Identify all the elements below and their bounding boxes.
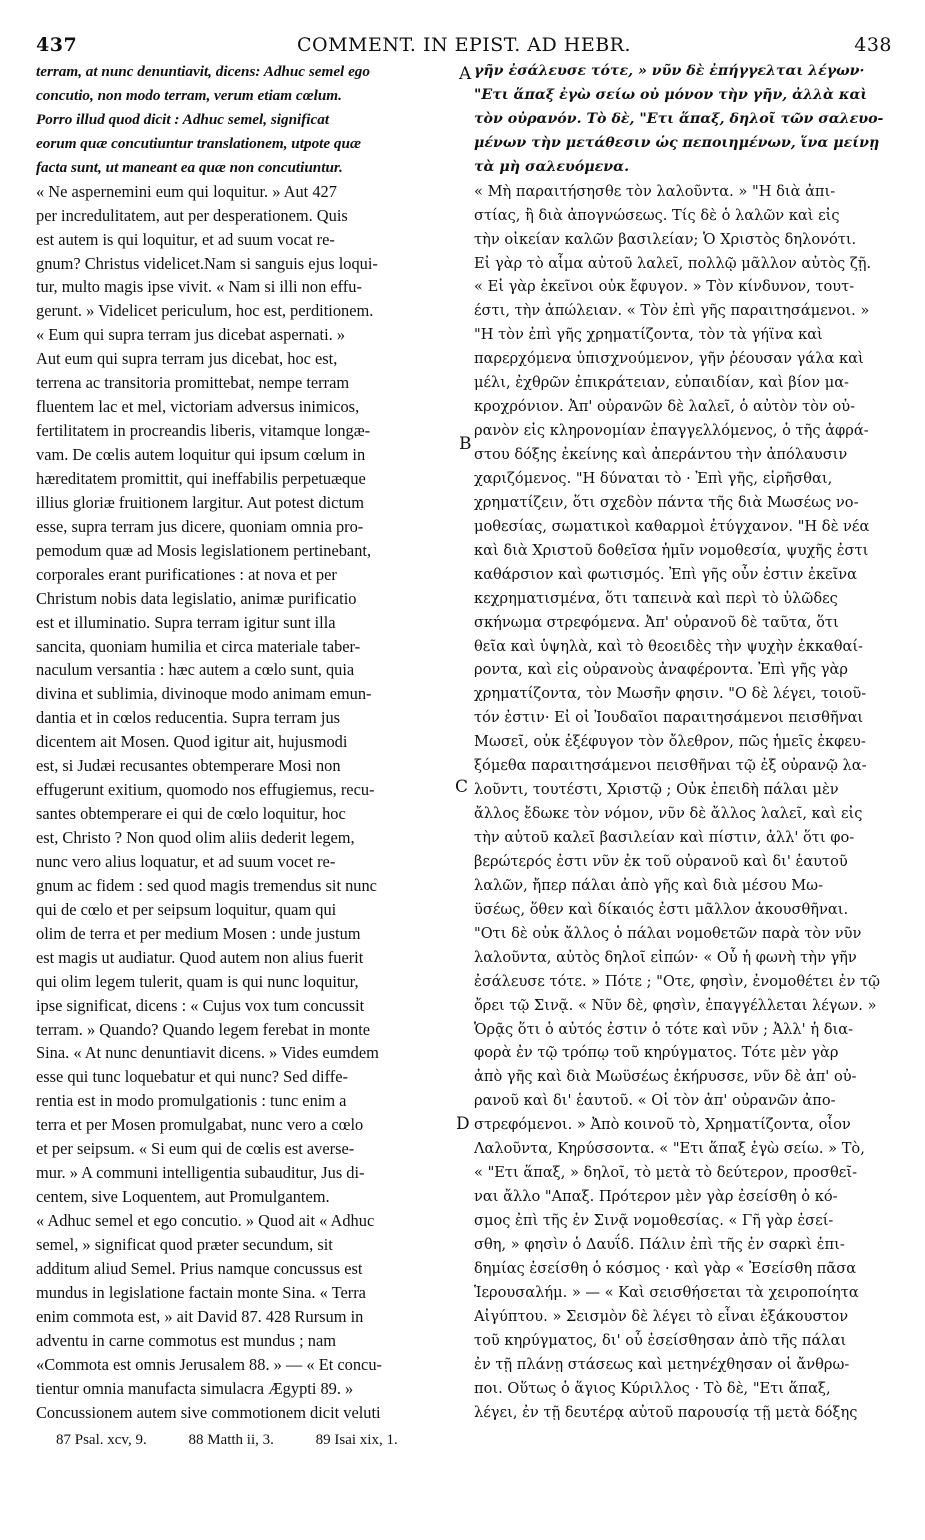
text-line: τόν ἐστιν· Εἰ οἱ Ἰουδαῖοι παραιτησάμενοι πεισθῆναι — [474, 709, 864, 727]
text-line: hæreditatem promittit, qui ineffabilis perpetuæque — [36, 468, 366, 488]
text-line: effugerunt exitium, quomodo nos effugiemus, recu- — [36, 780, 375, 800]
text-line: est et illuminatio. Supra terram igitur sunt illa — [36, 612, 336, 632]
text-line: terrena ac transitoria promittebat, nempe terram — [36, 373, 350, 393]
text-line: naculum versantia : hæc autem a cœlo sunt, quia — [36, 660, 355, 680]
text-line: λοῦντι, τουτέστι, Χριστῷ ; Οὐκ ἐπειδὴ πάλαι μὲν — [474, 781, 839, 799]
text-line: Μωσεῖ, οὐκ ἐξέφυγον τὸν ὄλεθρον, πῶς ἡμεῖς ἐκφευ- — [474, 733, 866, 751]
text-line: δημίας ἐσείσθη ὁ κόσμος · καὶ γὰρ « Ἐσείσθη πᾶσα — [474, 1259, 857, 1277]
text-line: « "Ετι ἅπαξ, » δηλοῖ, τὸ μετὰ τὸ δεύτερον, προσθεῖ- — [474, 1164, 858, 1182]
text-line: ναι ἄλλο "Απαξ. Πρότερον μὲν γὰρ ἐσείσθη ὁ κό- — [474, 1188, 838, 1206]
text-line: divina et sublimia, divinoque modo animam emun- — [36, 684, 372, 704]
text-line: illius gloriæ fruitionem largitur. Aut potest dictum — [36, 492, 364, 512]
text-line: semel, » significat quod præter secundum, sit — [36, 1234, 333, 1254]
text-line: "Οτι δὲ οὐκ ἄλλος ὁ πάλαι νομοθετῶν παρὰ τὸν νῦν — [474, 924, 862, 942]
text-line: terram, at nunc denuntiavit, dicens: Adhuc semel ego — [36, 63, 370, 80]
margin-letter-d: D — [456, 1114, 470, 1134]
margin-letter-b: B — [459, 434, 472, 454]
text-line: olim de terra et per medium Mosen : unde justum — [36, 923, 361, 943]
text-line: τοῦ κηρύγματος, δι' οὗ ἐσείσθησαν ἀπὸ τῆς πάλαι — [474, 1331, 847, 1349]
text-line: esse qui tunc loquebatur et qui nunc? Sed diffe- — [36, 1067, 348, 1087]
text-line: χαριζόμενος. "Η δύναται τὸ · Ἐπὶ γῆς, εἰρῆσθαι, — [474, 469, 833, 487]
text-line: στου δόξης ἐκείνης καὶ ἀπεράντου τὴν ἀπόλαυσιν — [474, 446, 848, 463]
text-line: Christum nobis data legislatio, animæ purificatio — [36, 588, 357, 608]
text-line: ροντα, καὶ εἰς οὐρανοὺς ἀναφέροντα. Ἐπὶ γῆς γὰρ — [474, 661, 848, 679]
text-line: « Μὴ παραιτήσησθε τὸν λαλοῦντα. » "Η διὰ ἀπι- — [474, 182, 836, 200]
text-line: santes obtemperare ei qui de cœlo loquitur, hoc — [36, 804, 346, 824]
text-line: Sina. « At nunc denuntiavit dicens. » Vides eumdem — [36, 1043, 379, 1063]
footnote: 87 Psal. xcv, 9. — [56, 1432, 147, 1448]
text-line: sancita, quoniam humilia et circa materiale taber- — [36, 636, 361, 656]
text-line: ἐν τῇ πλάνῃ στάσεως καὶ μετηνέχθησαν οἱ ἄνθρω- — [474, 1355, 850, 1373]
text-line: λαλοῦντα, αὐτὸς δηλοῖ εἰπών· « Οὗ ἡ φωνὴ τὴν γῆν — [474, 948, 857, 966]
text-line: ipse significat, dicens : « Cujus vox tum concussit — [36, 995, 365, 1015]
text-line: est autem is qui loquitur, et ad suum vocat re- — [36, 229, 335, 249]
running-header — [36, 34, 892, 60]
text-line: vam. De cœlis autem loquitur qui ipsum cœlum in — [36, 445, 366, 464]
page-number-left: 437 — [36, 34, 78, 56]
text-line: est, si Judæi recusantes obtemperare Mosi non — [36, 756, 341, 776]
page-number-right: 438 — [854, 34, 892, 56]
text-line: στίας, ἢ διὰ ἀπογνώσεως. Τίς δὲ ὁ λαλῶν καὶ εἰς — [474, 206, 840, 224]
text-line: Aut eum qui supra terram jus dicebat, hoc est, — [36, 349, 338, 369]
text-line: qui olim legem tulerit, quam is qui nunc loquitur, — [36, 971, 359, 991]
text-line: καθάρσιον καὶ φωτισμός. Ἐπὶ γῆς οὖν ἐστιν ἐκεῖνα — [474, 565, 858, 583]
footnotes — [56, 1432, 656, 1449]
text-line: ϋσέως, ὅθεν καὶ δίκαιός ἐστι μᾶλλον ἀκουσθῆναι. — [474, 900, 849, 918]
text-line: et per seipsum. « Si eum qui de cœlis est averse- — [36, 1139, 355, 1159]
text-line: « Adhuc semel et ego concutio. » Quod ait « Adhuc — [36, 1211, 375, 1230]
text-line: "Ετι ἅπαξ ἐγὼ σείω οὐ μόνον τὴν γῆν, ἀλλὰ καὶ — [474, 86, 868, 103]
text-line: mur. » A communi intelligentia subauditur, Jus di- — [36, 1163, 365, 1183]
text-line: χρηματίζειν, ὅτι σχεδὸν πάντα τῆς διὰ Μωσέως νο- — [474, 493, 859, 511]
text-line: additum aliud Semel. Prius namque concussus est — [36, 1258, 363, 1278]
text-line: Ἱερουσαλήμ. » — « Καὶ σεισθήσεται τὰ χειροποίητα — [474, 1283, 859, 1301]
text-line: μοθεσίας, σωματικοὶ καθαρμοὶ ἐτύγχανον. "Η δὲ νέα — [474, 517, 870, 535]
text-line: Εἰ γὰρ τὸ αἷμα αὐτοῦ λαλεῖ, πολλῷ μᾶλλον αὐτὸς ζῇ. — [474, 254, 872, 272]
text-line: καὶ διὰ Χριστοῦ δοθεῖσα ἡμῖν νομοθεσία, ψυχῆς ἐστι — [474, 541, 869, 559]
text-line: centem, sive Loquentem, aut Promulgantem. — [36, 1187, 330, 1207]
text-line: ρανοῦ καὶ δι' ἑαυτοῦ. « Οἱ τὸν ἀπ' οὐρανῶν ἀπο- — [474, 1092, 836, 1110]
text-line: qui de cœlo et per seipsum loquitur, quam qui — [36, 899, 337, 919]
text-line: gnum ac fidem : sed quod magis tremendus sit nunc — [36, 875, 377, 895]
text-line: ξόμεθα παραιτησάμενοι πεισθῆναι τῷ ἐξ οὐρανῷ λα- — [474, 757, 867, 775]
text-line: eorum quæ concutiuntur translationem, utpote quæ — [36, 134, 361, 152]
text-line: τὴν αὐτοῦ καλεῖ βασιλείαν καὶ πίστιν, ἀλλ' ὅτι φο- — [474, 829, 855, 846]
text-line: « Ne aspernemini eum qui loquitur. » Aut 427 — [36, 181, 337, 201]
text-line: σμος ἐπὶ τῆς ἐν Σινᾷ νομοθεσίας. « Γῆ γὰρ ἐσεί- — [474, 1212, 834, 1229]
text-line: est magis ut audiatur. Quod autem non alius fuerit — [36, 947, 364, 967]
text-line: έστι, τὴν ἀπώλειαν. « Τὸν ἐπὶ γῆς παραιτησάμενοι. » — [474, 302, 870, 320]
text-line: σθη, » φησὶν ὁ Δαυΐδ. Πάλιν ἐπὶ τῆς ἐν σαρκὶ ἐπι- — [474, 1235, 845, 1253]
text-line: tientur omnia manufacta simulacra Ægypti 89. » — [36, 1378, 354, 1398]
text-line: λαλῶν, ἤπερ πάλαι ἀπὸ γῆς καὶ διὰ μέσου Μω- — [474, 876, 823, 894]
text-line: pemodum quæ ad Mosis legislationem pertinebant, — [36, 540, 372, 560]
text-line: est, Christo ? Non quod olim aliis dederit legem, — [36, 828, 355, 847]
text-line: facta sunt, ut maneant ea quæ non concutiuntur. — [36, 158, 343, 176]
text-line: « Eum qui supra terram jus dicebat aspernati. » — [36, 325, 346, 345]
text-line: βερώτερός ἐστι νῦν ἐκ τοῦ οὐρανοῦ καὶ δι' ἑαυτοῦ — [474, 852, 848, 870]
text-line: corporales erant purificationes : at nova et per — [36, 564, 337, 584]
text-line: enim commota est, » ait David 87. 428 Rursum in — [36, 1306, 364, 1326]
footnote: 88 Matth ii, 3. — [188, 1432, 274, 1448]
text-line: Αἰγύπτου. » Σεισμὸν δὲ λέγει τὸ εἶναι ἐξάκουστον — [474, 1307, 849, 1325]
text-line: concutio, non modo terram, verum etiam cœlum. — [36, 86, 342, 104]
text-line: χρηματίζοντα, τὸν Μωσῆν φησιν. "Ο δὲ λέγει, τοιοῦ- — [474, 685, 867, 703]
text-line: ἄλλος ἔδωκε τὸν νόμον, νῦν δὲ ἄλλος λαλεῖ, καὶ εἰς — [474, 805, 863, 823]
text-line: dantia et in cœlos reducentia. Supra terram jus — [36, 708, 341, 728]
text-line: σκήνωμα στρεφόμενα. Ἀπ' οὐρανοῦ δὲ ταῦτα, ὅτι — [474, 613, 839, 631]
text-line: ἀπὸ γῆς καὶ διὰ Μωϋσέως ἐκήρυσσε, νῦν δὲ ἀπ' οὐ- — [474, 1068, 857, 1086]
text-line: λέγει, ἐν τῇ δευτέρᾳ αὐτοῦ παρουσίᾳ τῇ μετὰ δόξης — [474, 1403, 858, 1421]
greek-column — [474, 60, 892, 1424]
margin-letter-c: C — [455, 777, 469, 797]
text-line: τὸν οὐρανόν. Τὸ δὲ, "Ετι ἅπαξ, δηλοῖ τῶν σαλευο- — [474, 110, 884, 127]
text-line: nunc vero alius loquatur, et ad suum vocet re- — [36, 851, 336, 871]
text-line: ρανὸν εἰς κληρονομίαν ἐπαγγελλόμενος, ὁ τῆς ἀφρά- — [474, 422, 869, 440]
running-title: COMMENT. IN EPIST. AD HEBR. — [296, 34, 632, 56]
text-line: esse, supra terram jus dicere, quoniam omnia pro- — [36, 516, 364, 536]
text-line: «Commota est omnis Jerusalem 88. » — « Et concu- — [36, 1354, 382, 1374]
text-line: τὴν οἰκείαν καλῶν βασιλείαν; Ὁ Χριστὸς δηλονότι. — [474, 230, 857, 248]
text-line: παρερχόμενα ὑπισχνούμενον, γῆν ῥέουσαν γάλα καὶ — [474, 350, 864, 368]
text-line: mundus in legislatione factain monte Sina. « Terra — [36, 1282, 366, 1302]
text-line: κεχρηματισμένα, ὅτι ταπεινὰ καὶ περὶ τὸ ὑλῶδες — [474, 589, 838, 607]
text-line: στρεφόμενοι. » Ἀπὸ κοινοῦ τὸ, Χρηματίζοντα, οἷον — [474, 1116, 851, 1134]
text-line: Ὁρᾷς ὅτι ὁ αὐτός ἐστιν ὁ τότε καὶ νῦν ; Ἀλλ' ἡ δια- — [474, 1020, 854, 1038]
text-line: per incredulitatem, aut per desperationem. Quis — [36, 205, 348, 225]
text-line: fertilitatem in procreandis liberis, vitamque longæ- — [36, 421, 371, 441]
latin-column — [36, 60, 456, 1424]
text-line: τὰ μὴ σαλευόμενα. — [474, 158, 630, 175]
text-line: ἐσάλευσε τότε. » Πότε ; "Οτε, φησὶν, ἐνομοθέτει ἐν τῷ — [474, 972, 880, 990]
text-line: ὄρει τῷ Σινᾷ. « Νῦν δὲ, φησὶν, ἐπαγγέλλεται λέγων. » — [474, 996, 877, 1014]
text-line: terra et per Mosen promulgabat, nunc vero a cœlo — [36, 1115, 364, 1135]
text-line: gnum? Christus videlicet.Nam si sanguis ejus loqui- — [36, 253, 378, 273]
text-line: "Η τὸν ἐπὶ γῆς χρηματίζοντα, τὸν τὰ γήϊνα καὶ — [474, 326, 823, 344]
text-line: tur, multo magis ipse vivit. « Nam si illi non effu- — [36, 277, 362, 297]
margin-letter-a: A — [459, 64, 472, 84]
text-line: Λαλοῦντα, Κηρύσσοντα. « "Ετι ἅπαξ ἐγὼ σείω. » Τὸ, — [474, 1140, 865, 1158]
text-line: Porro illud quod dicit : Adhuc semel, significat — [36, 110, 330, 128]
text-line: terram. » Quando? Quando legem ferebat in monte — [36, 1019, 371, 1039]
text-line: dicentem ait Mosen. Quod igitur ait, hujusmodi — [36, 732, 348, 752]
text-line: gerunt. » Videlicet periculum, hoc est, perditionem. — [36, 301, 374, 321]
text-line: rentia est in modo promulgationis : tunc enim a — [36, 1091, 347, 1111]
text-line: « Εἰ γὰρ ἐκεῖνοι οὐκ ἔφυγον. » Τὸν κίνδυνον, τουτ- — [474, 278, 855, 296]
text-line: φορὰ ἐν τῷ τρόπῳ τοῦ κηρύγματος. Τότε μὲν γὰρ — [474, 1044, 839, 1062]
text-line: μένων τὴν μετάθεσιν ὡς πεποιημένων, ἵνα μείνῃ — [474, 134, 880, 151]
text-line: γῆν ἐσάλευσε τότε, » νῦν δὲ ἐπήγγελται λέγων· — [474, 63, 865, 79]
text-line: Concussionem autem sive commotionem dicit veluti — [36, 1402, 381, 1422]
text-line: ποι. Οὕτως ὁ ἅγιος Κύριλλος · Τὸ δὲ, "Ετι ἅπαξ, — [474, 1379, 831, 1397]
text-line: κροχρόνιον. Ἀπ' οὐρανῶν δὲ λαλεῖ, ὁ αὐτὸν τὸν οὐ- — [474, 398, 856, 416]
footnote: 89 Isai xix, 1. — [315, 1432, 398, 1448]
text-line: θεῖα καὶ ὑψηλὰ, καὶ τὸ θεοειδὲς τὴν ψυχὴν ἐκκαθαί- — [474, 637, 863, 655]
text-line: adventu in carne commotus est mundus ; nam — [36, 1330, 336, 1350]
text-line: μέλι, ἐχθρῶν ἐπικράτειαν, εὐπαιδίαν, καὶ βίον μα- — [474, 374, 849, 392]
text-line: fluentem lac et mel, victoriam adversus inimicos, — [36, 397, 360, 417]
